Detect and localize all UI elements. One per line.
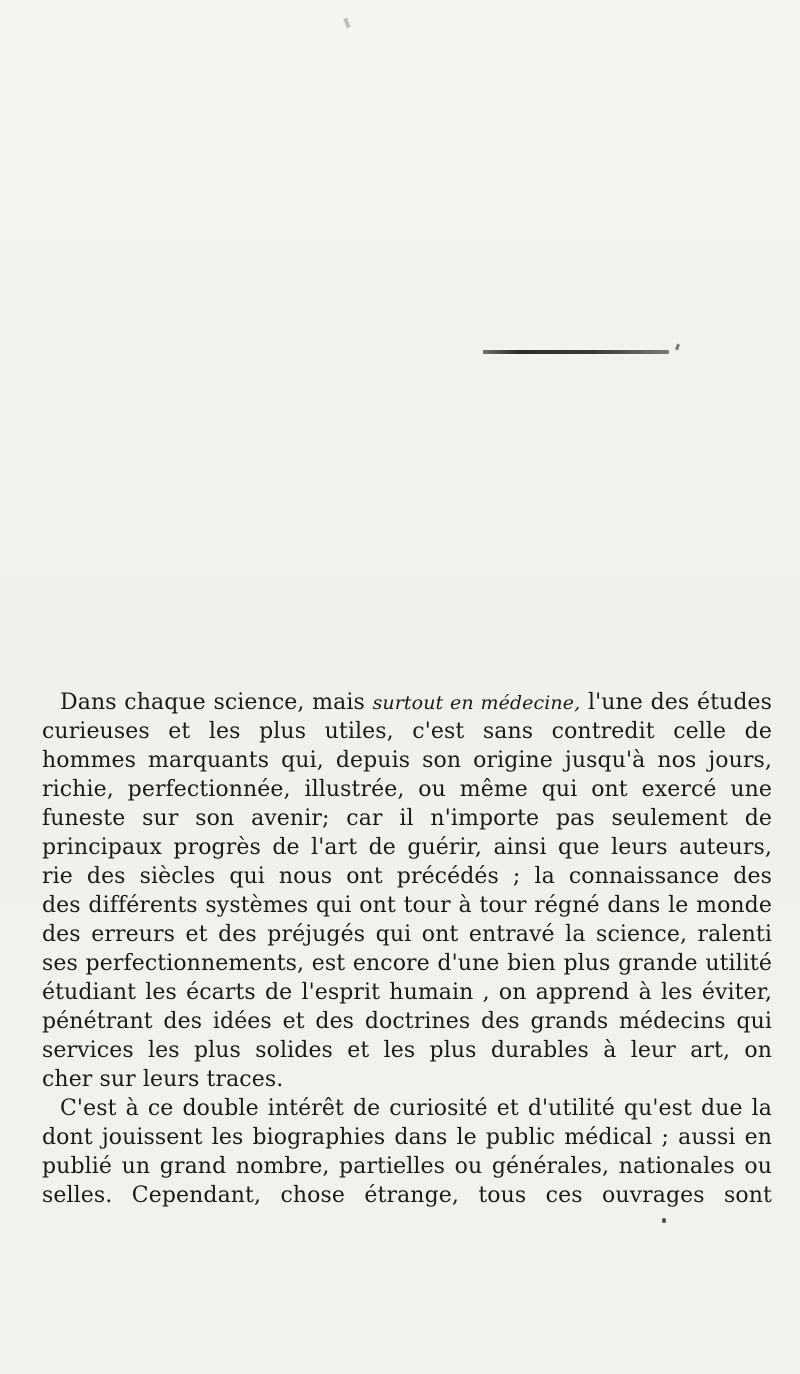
text-line: curieuses et les plus utiles, c'est sans contredit celle de <box>42 719 772 744</box>
text-line: ses perfectionnements, est encore d'une bien plus grande utilité <box>42 951 772 976</box>
text-line: publié un grand nombre, partielles ou générales, nationales ou <box>42 1154 772 1179</box>
italic-phrase: surtout en médecine, <box>372 692 581 714</box>
text-line: rie des siècles qui nous ont précédés ; la connaissance des <box>42 864 772 889</box>
text-line: services les plus solides et les plus durables à leur art, on <box>42 1038 772 1063</box>
ink-speck <box>662 1218 666 1223</box>
text-line: richie, perfectionnée, illustrée, ou même qui ont exercé une <box>42 777 772 802</box>
text-line: pénétrant des idées et des doctrines des grands médecins qui <box>42 1009 772 1034</box>
ink-speck <box>343 18 350 29</box>
text-line: principaux progrès de l'art de guérir, ainsi que leurs auteurs, <box>42 835 772 860</box>
text-line: cher sur leurs traces. <box>42 1067 284 1092</box>
text-line: hommes marquants qui, depuis son origine jusqu'à nos jours, <box>42 748 772 773</box>
text-line: funeste sur son avenir; car il n'importe pas seulement de <box>42 806 772 831</box>
text-line: selles. Cependant, chose étrange, tous ces ouvrages sont <box>42 1183 772 1208</box>
paragraph-2 <box>42 1094 772 1210</box>
decorative-rule <box>483 350 669 354</box>
text-line: C'est à ce double intérêt de curiosité et d'utilité qu'est due la <box>60 1096 772 1121</box>
ink-speck <box>675 344 680 351</box>
text-line: étudiant les écarts de l'esprit humain , on apprend à les éviter, <box>42 980 772 1005</box>
body-text <box>42 688 772 1210</box>
text-line: des différents systèmes qui ont tour à tour régné dans le monde <box>42 893 772 918</box>
text-line: des erreurs et des préjugés qui ont entravé la science, ralenti <box>42 922 772 947</box>
paragraph-1 <box>42 688 772 1094</box>
text-line: Dans chaque science, mais surtout en médecine, l'une des études <box>60 690 772 715</box>
text-line: dont jouissent les biographies dans le public médical ; aussi en <box>42 1125 772 1150</box>
